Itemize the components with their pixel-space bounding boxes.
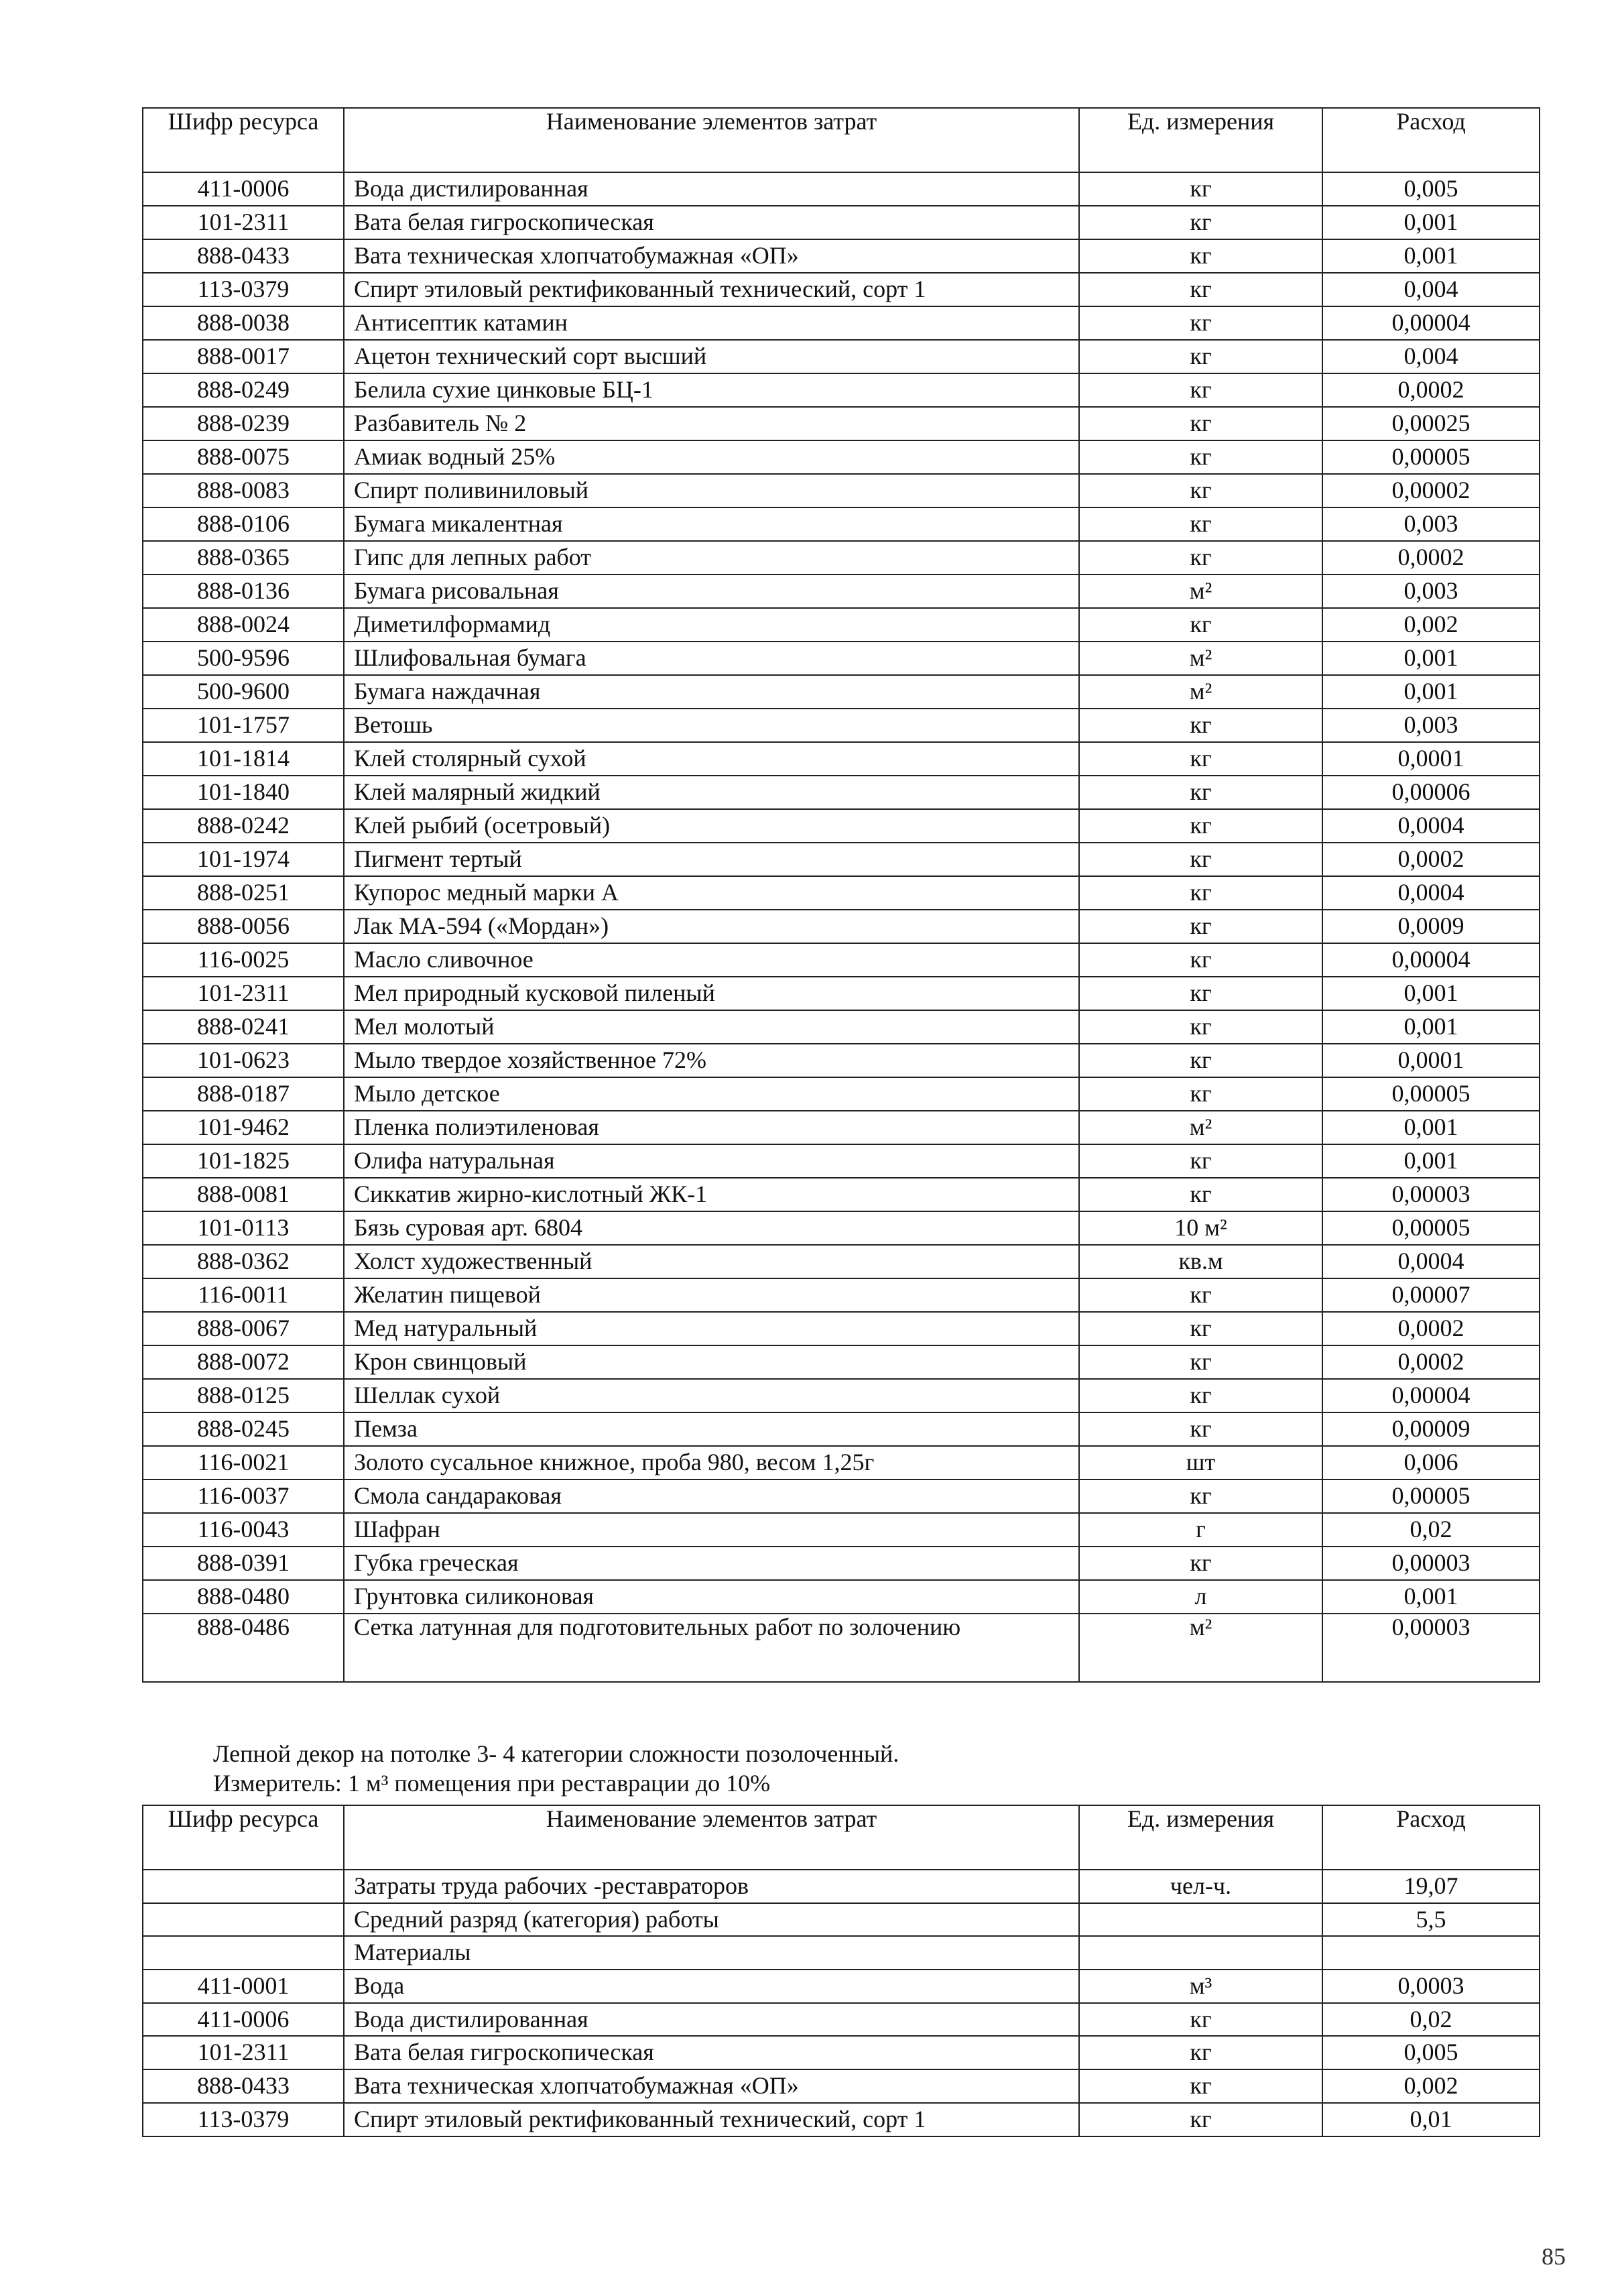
- table-row: [143, 843, 1540, 876]
- table-row: [143, 172, 1540, 206]
- code-cell: 888-0136: [143, 575, 344, 608]
- name-cell: Бумага наждачная: [344, 675, 1079, 709]
- qty-cell: 0,004: [1322, 340, 1540, 373]
- table-row: [143, 440, 1540, 474]
- unit-cell: кг: [1079, 206, 1322, 239]
- name-cell: Смола сандараковая: [344, 1479, 1079, 1513]
- qty-cell: 0,00003: [1322, 1178, 1540, 1211]
- code-cell: 116-0043: [143, 1513, 344, 1547]
- unit-cell: кг: [1079, 2103, 1322, 2136]
- qty-cell: 0,02: [1322, 2003, 1540, 2037]
- name-cell: Клей малярный жидкий: [344, 776, 1079, 809]
- name-cell: Средний разряд (категория) работы: [344, 1903, 1079, 1937]
- code-cell: 888-0072: [143, 1345, 344, 1379]
- name-cell: Спирт этиловый ректификованный технический, сорт 1: [344, 273, 1079, 306]
- unit-cell: кг: [1079, 1178, 1322, 1211]
- qty-cell: 0,001: [1322, 642, 1540, 675]
- code-cell: 101-9462: [143, 1111, 344, 1144]
- table-row: [143, 809, 1540, 843]
- qty-cell: 0,006: [1322, 1446, 1540, 1479]
- qty-cell: 0,001: [1322, 206, 1540, 239]
- code-cell: 888-0239: [143, 407, 344, 440]
- unit-cell: чел-ч.: [1079, 1870, 1322, 1903]
- unit-cell: кг: [1079, 910, 1322, 943]
- code-cell: [143, 1903, 344, 1937]
- unit-cell: м²: [1079, 642, 1322, 675]
- unit-cell: кг: [1079, 876, 1322, 910]
- code-cell: 411-0006: [143, 172, 344, 206]
- name-cell: Лак МА-594 («Мордан»): [344, 910, 1079, 943]
- section-meter: Измеритель: 1 м³ помещения при реставрации до 10%: [213, 1770, 771, 1797]
- table-row: [143, 2036, 1540, 2069]
- table-row: [143, 541, 1540, 575]
- unit-cell: кг: [1079, 474, 1322, 507]
- unit-cell: м³: [1079, 1970, 1322, 2003]
- qty-cell: 0,0003: [1322, 1970, 1540, 2003]
- unit-cell: м²: [1079, 1111, 1322, 1144]
- unit-cell: кг: [1079, 507, 1322, 541]
- unit-cell: кг: [1079, 2036, 1322, 2069]
- code-cell: 888-0125: [143, 1379, 344, 1412]
- name-cell: Вода: [344, 1970, 1079, 2003]
- table-row: [143, 2003, 1540, 2037]
- qty-cell: 0,005: [1322, 2036, 1540, 2069]
- code-cell: 888-0067: [143, 1312, 344, 1345]
- table-row: [143, 474, 1540, 507]
- qty-cell: 0,00004: [1322, 1379, 1540, 1412]
- name-cell: Вода дистилированная: [344, 2003, 1079, 2037]
- unit-cell: кг: [1079, 1077, 1322, 1111]
- qty-cell: 0,00005: [1322, 1077, 1540, 1111]
- unit-cell: кг: [1079, 843, 1322, 876]
- qty-cell: 0,01: [1322, 2103, 1540, 2136]
- unit-cell: м²: [1079, 1614, 1322, 1682]
- code-cell: 411-0001: [143, 1970, 344, 2003]
- table-row: [143, 1446, 1540, 1479]
- unit-cell: кг: [1079, 977, 1322, 1010]
- code-cell: 113-0379: [143, 2103, 344, 2136]
- table-row: [143, 709, 1540, 742]
- qty-cell: 0,00005: [1322, 440, 1540, 474]
- qty-cell: 0,0002: [1322, 1345, 1540, 1379]
- code-cell: 411-0006: [143, 2003, 344, 2037]
- table-row: [143, 340, 1540, 373]
- name-cell: Масло сливочное: [344, 943, 1079, 977]
- name-cell: Грунтовка силиконовая: [344, 1580, 1079, 1614]
- table-row: [143, 1614, 1540, 1682]
- unit-cell: кг: [1079, 742, 1322, 776]
- table-row: [143, 1513, 1540, 1547]
- name-cell: Шеллак сухой: [344, 1379, 1079, 1412]
- table-row: [143, 1970, 1540, 2003]
- header-name: Наименование элементов затрат: [344, 108, 1079, 172]
- table-row: [143, 507, 1540, 541]
- name-cell: Губка греческая: [344, 1547, 1079, 1580]
- unit-cell: м²: [1079, 675, 1322, 709]
- code-cell: 101-2311: [143, 2036, 344, 2069]
- table-row: [143, 1278, 1540, 1312]
- name-cell: Вата техническая хлопчатобумажная «ОП»: [344, 2069, 1079, 2103]
- code-cell: 888-0024: [143, 608, 344, 642]
- table-row: [143, 306, 1540, 340]
- name-cell: Холст художественный: [344, 1245, 1079, 1278]
- qty-cell: 0,00005: [1322, 1479, 1540, 1513]
- table-row: [143, 776, 1540, 809]
- code-cell: 101-1840: [143, 776, 344, 809]
- table-row: [143, 1547, 1540, 1580]
- code-cell: 888-0486: [143, 1614, 344, 1682]
- qty-cell: 0,0002: [1322, 843, 1540, 876]
- qty-cell: 19,07: [1322, 1870, 1540, 1903]
- unit-cell: г: [1079, 1513, 1322, 1547]
- table-row: [143, 1870, 1540, 1903]
- table-row: [143, 1479, 1540, 1513]
- qty-cell: 0,0004: [1322, 1245, 1540, 1278]
- unit-cell: кг: [1079, 2003, 1322, 2037]
- name-cell: Материалы: [344, 1936, 1079, 1970]
- table-row: [143, 1345, 1540, 1379]
- code-cell: 101-0113: [143, 1211, 344, 1245]
- unit-cell: кг: [1079, 239, 1322, 273]
- table-row: [143, 1211, 1540, 1245]
- unit-cell: кг: [1079, 809, 1322, 843]
- name-cell: Ацетон технический сорт высший: [344, 340, 1079, 373]
- name-cell: Сиккатив жирно-кислотный ЖК-1: [344, 1178, 1079, 1211]
- code-cell: 116-0025: [143, 943, 344, 977]
- name-cell: Клей столярный сухой: [344, 742, 1079, 776]
- unit-cell: [1079, 1936, 1322, 1970]
- unit-cell: кг: [1079, 541, 1322, 575]
- name-cell: Бумага рисовальная: [344, 575, 1079, 608]
- name-cell: Мыло твердое хозяйственное 72%: [344, 1044, 1079, 1077]
- table-row: [143, 239, 1540, 273]
- name-cell: Антисептик катамин: [344, 306, 1079, 340]
- table-row: [143, 977, 1540, 1010]
- qty-cell: 0,001: [1322, 239, 1540, 273]
- table-row: [143, 943, 1540, 977]
- unit-cell: кг: [1079, 2069, 1322, 2103]
- unit-cell: кг: [1079, 172, 1322, 206]
- code-cell: 888-0362: [143, 1245, 344, 1278]
- name-cell: Белила сухие цинковые БЦ-1: [344, 373, 1079, 407]
- unit-cell: кг: [1079, 1547, 1322, 1580]
- code-cell: 888-0038: [143, 306, 344, 340]
- code-cell: 888-0081: [143, 1178, 344, 1211]
- code-cell: 113-0379: [143, 273, 344, 306]
- header-name: Наименование элементов затрат: [344, 1805, 1079, 1870]
- unit-cell: кг: [1079, 709, 1322, 742]
- code-cell: 101-1814: [143, 742, 344, 776]
- table-row: [143, 1936, 1540, 1970]
- unit-cell: кг: [1079, 1044, 1322, 1077]
- qty-cell: 0,00025: [1322, 407, 1540, 440]
- table-row: [143, 1144, 1540, 1178]
- qty-cell: 0,003: [1322, 709, 1540, 742]
- table-row: [143, 1044, 1540, 1077]
- code-cell: 101-2311: [143, 206, 344, 239]
- unit-cell: кг: [1079, 1144, 1322, 1178]
- code-cell: 101-1825: [143, 1144, 344, 1178]
- qty-cell: 0,0004: [1322, 809, 1540, 843]
- code-cell: 888-0433: [143, 239, 344, 273]
- table-header-row: [143, 108, 1540, 172]
- name-cell: Купорос медный марки А: [344, 876, 1079, 910]
- section-title: Лепной декор на потолке 3- 4 категории сложности позолоченный.: [213, 1740, 899, 1767]
- name-cell: Олифа натуральная: [344, 1144, 1079, 1178]
- code-cell: 101-1974: [143, 843, 344, 876]
- qty-cell: 0,002: [1322, 608, 1540, 642]
- code-cell: 888-0106: [143, 507, 344, 541]
- code-cell: 116-0021: [143, 1446, 344, 1479]
- name-cell: Крон свинцовый: [344, 1345, 1079, 1379]
- qty-cell: 5,5: [1322, 1903, 1540, 1937]
- name-cell: Клей рыбий (осетровый): [344, 809, 1079, 843]
- unit-cell: кг: [1079, 1345, 1322, 1379]
- qty-cell: 0,00005: [1322, 1211, 1540, 1245]
- unit-cell: кг: [1079, 407, 1322, 440]
- name-cell: Золото сусальное книжное, проба 980, весом 1,25г: [344, 1446, 1079, 1479]
- code-cell: 500-9600: [143, 675, 344, 709]
- qty-cell: 0,001: [1322, 1144, 1540, 1178]
- qty-cell: 0,004: [1322, 273, 1540, 306]
- name-cell: Шафран: [344, 1513, 1079, 1547]
- unit-cell: кг: [1079, 1379, 1322, 1412]
- table-row: [143, 1903, 1540, 1937]
- code-cell: 116-0037: [143, 1479, 344, 1513]
- qty-cell: 0,001: [1322, 977, 1540, 1010]
- qty-cell: 0,02: [1322, 1513, 1540, 1547]
- unit-cell: кг: [1079, 440, 1322, 474]
- qty-cell: 0,00002: [1322, 474, 1540, 507]
- code-cell: 888-0391: [143, 1547, 344, 1580]
- unit-cell: 10 м²: [1079, 1211, 1322, 1245]
- qty-cell: 0,001: [1322, 675, 1540, 709]
- name-cell: Диметилформамид: [344, 608, 1079, 642]
- unit-cell: [1079, 1903, 1322, 1937]
- name-cell: Вата техническая хлопчатобумажная «ОП»: [344, 239, 1079, 273]
- code-cell: 888-0056: [143, 910, 344, 943]
- qty-cell: 0,00007: [1322, 1278, 1540, 1312]
- code-cell: 888-0249: [143, 373, 344, 407]
- qty-cell: 0,00004: [1322, 943, 1540, 977]
- qty-cell: 0,005: [1322, 172, 1540, 206]
- table-row: [143, 675, 1540, 709]
- code-cell: 116-0011: [143, 1278, 344, 1312]
- code-cell: [143, 1870, 344, 1903]
- qty-cell: 0,003: [1322, 575, 1540, 608]
- name-cell: Пленка полиэтиленовая: [344, 1111, 1079, 1144]
- name-cell: Амиак водный 25%: [344, 440, 1079, 474]
- header-code: Шифр ресурса: [143, 108, 344, 172]
- table-row: [143, 1010, 1540, 1044]
- unit-cell: кв.м: [1079, 1245, 1322, 1278]
- qty-cell: 0,0002: [1322, 373, 1540, 407]
- code-cell: 500-9596: [143, 642, 344, 675]
- table-row: [143, 910, 1540, 943]
- name-cell: Спирт этиловый ректификованный технический, сорт 1: [344, 2103, 1079, 2136]
- name-cell: Мел природный кусковой пиленый: [344, 977, 1079, 1010]
- table-row: [143, 1111, 1540, 1144]
- unit-cell: кг: [1079, 943, 1322, 977]
- table-row: [143, 742, 1540, 776]
- unit-cell: кг: [1079, 1278, 1322, 1312]
- table-row: [143, 608, 1540, 642]
- name-cell: Разбавитель № 2: [344, 407, 1079, 440]
- name-cell: Мед натуральный: [344, 1312, 1079, 1345]
- name-cell: Желатин пищевой: [344, 1278, 1079, 1312]
- code-cell: 888-0251: [143, 876, 344, 910]
- name-cell: Бязь суровая арт. 6804: [344, 1211, 1079, 1245]
- name-cell: Вата белая гигроскопическая: [344, 2036, 1079, 2069]
- name-cell: Сетка латунная для подготовительных работ по золочению: [344, 1614, 1079, 1682]
- qty-cell: 0,002: [1322, 2069, 1540, 2103]
- code-cell: 888-0242: [143, 809, 344, 843]
- name-cell: Вата белая гигроскопическая: [344, 206, 1079, 239]
- qty-cell: 0,001: [1322, 1010, 1540, 1044]
- table-row: [143, 1312, 1540, 1345]
- code-cell: 888-0083: [143, 474, 344, 507]
- unit-cell: кг: [1079, 273, 1322, 306]
- unit-cell: кг: [1079, 1312, 1322, 1345]
- code-cell: 888-0365: [143, 541, 344, 575]
- qty-cell: 0,003: [1322, 507, 1540, 541]
- code-cell: 101-1757: [143, 709, 344, 742]
- table-row: [143, 373, 1540, 407]
- name-cell: Гипс для лепных работ: [344, 541, 1079, 575]
- table-row: [143, 1178, 1540, 1211]
- unit-cell: кг: [1079, 1412, 1322, 1446]
- qty-cell: [1322, 1936, 1540, 1970]
- page-number: 85: [1542, 2243, 1566, 2270]
- code-cell: [143, 1936, 344, 1970]
- qty-cell: 0,0002: [1322, 541, 1540, 575]
- code-cell: 888-0187: [143, 1077, 344, 1111]
- qty-cell: 0,0009: [1322, 910, 1540, 943]
- code-cell: 888-0480: [143, 1580, 344, 1614]
- name-cell: Вода дистилированная: [344, 172, 1079, 206]
- header-unit: Ед. измерения: [1079, 1805, 1322, 1870]
- table-row: [143, 273, 1540, 306]
- table-row: [143, 1580, 1540, 1614]
- code-cell: 888-0433: [143, 2069, 344, 2103]
- code-cell: 101-2311: [143, 977, 344, 1010]
- qty-cell: 0,001: [1322, 1111, 1540, 1144]
- unit-cell: л: [1079, 1580, 1322, 1614]
- table-row: [143, 876, 1540, 910]
- qty-cell: 0,0001: [1322, 742, 1540, 776]
- header-qty: Расход: [1322, 1805, 1540, 1870]
- unit-cell: кг: [1079, 373, 1322, 407]
- name-cell: Шлифовальная бумага: [344, 642, 1079, 675]
- unit-cell: шт: [1079, 1446, 1322, 1479]
- qty-cell: 0,0002: [1322, 1312, 1540, 1345]
- name-cell: Мыло детское: [344, 1077, 1079, 1111]
- qty-cell: 0,00009: [1322, 1412, 1540, 1446]
- name-cell: Пигмент тертый: [344, 843, 1079, 876]
- name-cell: Пемза: [344, 1412, 1079, 1446]
- table-row: [143, 2069, 1540, 2103]
- resource-table-1: [142, 107, 1540, 1683]
- qty-cell: 0,0004: [1322, 876, 1540, 910]
- code-cell: 101-0623: [143, 1044, 344, 1077]
- unit-cell: кг: [1079, 1479, 1322, 1513]
- name-cell: Спирт поливиниловый: [344, 474, 1079, 507]
- name-cell: Бумага микалентная: [344, 507, 1079, 541]
- table-row: [143, 2103, 1540, 2136]
- table-row: [143, 1412, 1540, 1446]
- qty-cell: 0,00003: [1322, 1614, 1540, 1682]
- code-cell: 888-0075: [143, 440, 344, 474]
- qty-cell: 0,00003: [1322, 1547, 1540, 1580]
- resource-table-2: [142, 1805, 1540, 2137]
- table-row: [143, 206, 1540, 239]
- qty-cell: 0,00004: [1322, 306, 1540, 340]
- header-code: Шифр ресурса: [143, 1805, 344, 1870]
- table-row: [143, 1077, 1540, 1111]
- name-cell: Затраты труда рабочих -реставраторов: [344, 1870, 1079, 1903]
- unit-cell: кг: [1079, 776, 1322, 809]
- unit-cell: кг: [1079, 340, 1322, 373]
- table-row: [143, 1379, 1540, 1412]
- table-header-row: [143, 1805, 1540, 1870]
- qty-cell: 0,00006: [1322, 776, 1540, 809]
- code-cell: 888-0245: [143, 1412, 344, 1446]
- name-cell: Мел молотый: [344, 1010, 1079, 1044]
- header-qty: Расход: [1322, 108, 1540, 172]
- unit-cell: кг: [1079, 1010, 1322, 1044]
- name-cell: Ветошь: [344, 709, 1079, 742]
- unit-cell: м²: [1079, 575, 1322, 608]
- unit-cell: кг: [1079, 306, 1322, 340]
- qty-cell: 0,0001: [1322, 1044, 1540, 1077]
- code-cell: 888-0017: [143, 340, 344, 373]
- unit-cell: кг: [1079, 608, 1322, 642]
- table-row: [143, 642, 1540, 675]
- table-row: [143, 575, 1540, 608]
- header-unit: Ед. измерения: [1079, 108, 1322, 172]
- code-cell: 888-0241: [143, 1010, 344, 1044]
- qty-cell: 0,001: [1322, 1580, 1540, 1614]
- table-row: [143, 1245, 1540, 1278]
- table-row: [143, 407, 1540, 440]
